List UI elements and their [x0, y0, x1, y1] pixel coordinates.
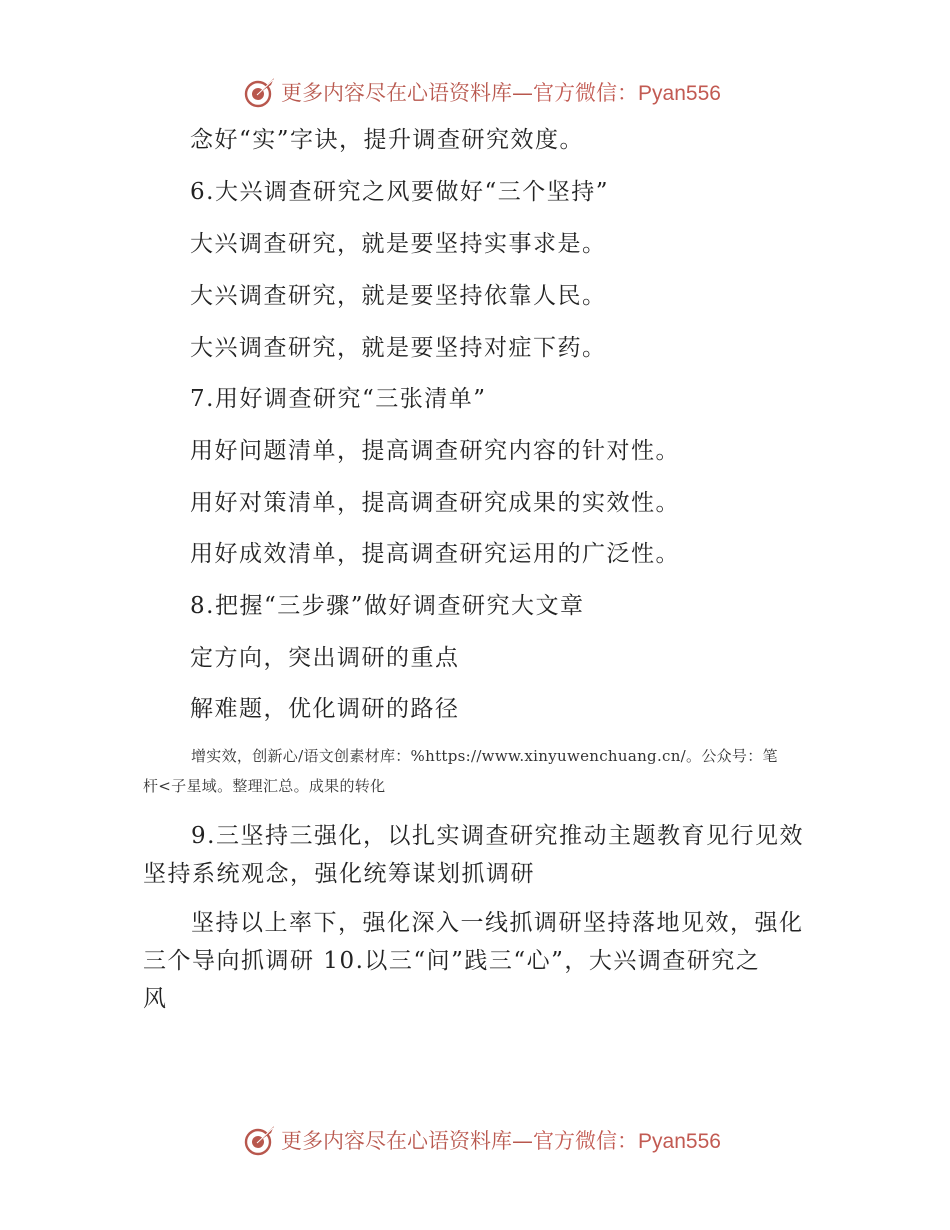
banner-wechat-label: 官方微信：	[533, 81, 639, 105]
paragraph-line: 坚持系统观念，强化统筹谋划抓调研	[143, 861, 535, 887]
source-note	[143, 741, 813, 801]
banner-text	[281, 77, 721, 107]
section-heading-9	[143, 817, 815, 893]
banner-separator: —	[512, 1129, 534, 1153]
text-line: 定方向，突出调研的重点	[190, 645, 460, 671]
text-line: 念好“实”字诀，提升调查研究效度。	[190, 127, 585, 153]
banner-wechat-label: 官方微信：	[533, 1129, 639, 1153]
body-paragraph	[143, 904, 815, 1018]
banner-main-text: 更多内容尽在心语资料库	[281, 81, 513, 105]
banner-content	[243, 1123, 721, 1157]
text-line: 用好成效清单，提高调查研究运用的广泛性。	[190, 541, 680, 567]
paragraph-line: 坚持以上率下，强化深入一线抓调研坚持落地见效，强化	[191, 910, 804, 936]
section-heading-6: 6.大兴调查研究之风要做好“三个坚持”	[190, 179, 609, 205]
paragraph-line: 9.三坚持三强化，以扎实调查研究推动主题教育见行见效	[191, 823, 804, 849]
banner-content	[243, 75, 721, 109]
section-heading-8: 8.把握“三步骤”做好调查研究大文章	[190, 593, 585, 619]
text-line: 大兴调查研究，就是要坚持依靠人民。	[190, 283, 607, 309]
paragraph-line: 风	[143, 986, 168, 1012]
footer-banner	[0, 1120, 950, 1160]
banner-text	[281, 1125, 721, 1155]
banner-main-text: 更多内容尽在心语资料库	[281, 1129, 513, 1153]
header-banner	[0, 72, 950, 112]
banner-wechat-id: Pyan556	[638, 82, 721, 105]
text-line: 用好问题清单，提高调查研究内容的针对性。	[190, 438, 680, 464]
banner-wechat-id: Pyan556	[638, 1130, 721, 1153]
text-line: 用好对策清单，提高调查研究成果的实效性。	[190, 490, 680, 516]
source-note-line: 杆<子星域。整理汇总。成果的转化	[143, 777, 386, 795]
source-note-line: 增实效，创新心/语文创素材库：%https://www.xinyuwenchuang.cn/。公众号：笔	[191, 747, 778, 765]
text-line: 解难题，优化调研的路径	[190, 696, 460, 722]
banner-separator: —	[512, 81, 534, 105]
text-line: 大兴调查研究，就是要坚持对症下药。	[190, 335, 607, 361]
quill-logo-icon	[243, 1123, 277, 1157]
section-heading-7: 7.用好调查研究“三张清单”	[190, 386, 487, 412]
paragraph-line: 三个导向抓调研 10.以三“问”践三“心”，大兴调查研究之	[143, 948, 761, 974]
text-line: 大兴调查研究，就是要坚持实事求是。	[190, 231, 607, 257]
quill-logo-icon	[243, 75, 277, 109]
